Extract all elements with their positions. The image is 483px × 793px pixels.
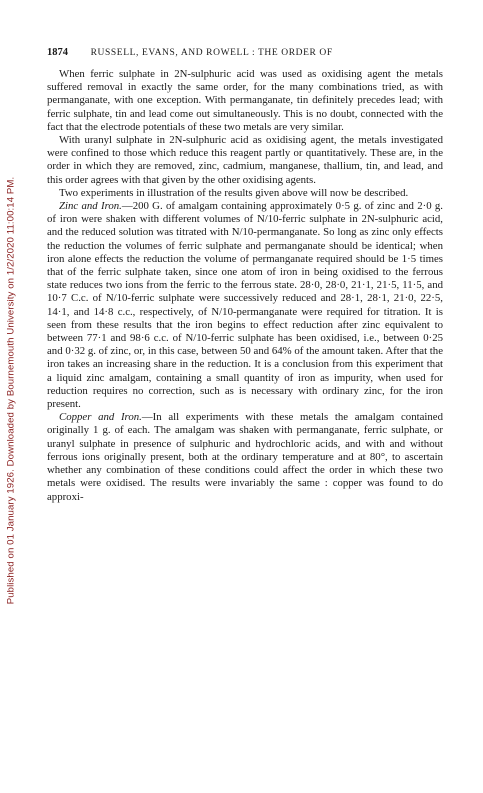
paragraph-text: When ferric sulphate in 2N-sulphuric acid was used as oxidising agent the metals suffered removal in exactly the same order, for the many combinations tried, as with permanganate, with one exception. With permanganate, tin definitely precedes lead; with ferric sulphate, tin and lead come out simultaneously. This is no doubt, connected with the fact that the electrode potentials of these two metals are very similar.: [47, 68, 443, 133]
paragraph-text: With uranyl sulphate in 2N-sulphuric acid as oxidising agent, the metals investigated were confined to those which reduce this reagent partly or quantitatively. These are, in the order in which they are removed, zinc, cadmium, manganese, thallium, tin, and lead, and this order agrees with that given by the other oxidising agents.: [47, 134, 443, 186]
section-heading-copper-and-iron: Copper and Iron.: [59, 411, 142, 424]
paragraph-text: —In all experiments with these metals the amalgam contained originally 1 g. of each. The amalgam was shaken with permanganate, ferric sulphate, or uranyl sulphate in presence of sulphuric and hydrochloric acids, and with and without ferrous ions originally present, both at the ordinary temperature and at 80°, to ascertain whether any combination of these conditions could affect the order in which these two metals were oxidised. The results were invariably the same : copper was found to do approxi-: [47, 411, 443, 503]
download-watermark: [2, 60, 20, 720]
download-notice: Published on 01 January 1926. Downloaded by Bournemouth University on 1/2/2020 11:00:14 PM.: [5, 176, 17, 604]
paragraph-copper-and-iron: [47, 411, 443, 503]
paragraph-ferric-sulphate: [47, 68, 443, 134]
page-header: [47, 46, 437, 60]
paragraph-text: —200 G. of amalgam containing approximately 0·5 g. of zinc and 2·0 g. of iron were shaken with different volumes of N/10-ferric sulphate in 2N-sulphuric acid, and the reduced solution was titrated with N/10-permanganate. So long as zinc only effects the reduction the volumes of ferric sulphate and permanganate should be identical; when iron alone effects the reduction the volume of permanganate required should be 1·5 times that of the ferric sulphate taken, since one atom of iron in being oxidised to the ferrous state reduces two ions from the ferric to the ferrous state. 28·0, 28·0, 21·1, 21·5, 11·5, and 10·7 C.c. of N/10-ferric sulphate were successively reduced and 28·1, 28·1, 21·0, 22·5, 14·1, and 14·8 c.c., respectively, of N/10-permanganate were required for titration. It is seen from these results that the iron begins to effect reduction after zinc equivalent to between 77·1 and 98·6 c.c. of N/10-ferric sulphate has been oxidised, i.e., between 0·25 and 0·32 g. of zinc, or, in this case, between 50 and 64% of the amount taken. After that the iron takes an increasing share in the reduction. It is a conclusion from this experiment that a liquid zinc amalgam, containing a small quantity of iron as impurity, when used for reduction requires no correction, such as is necessary with ordinary zinc, for the iron present.: [47, 200, 443, 411]
section-heading-zinc-and-iron: Zinc and Iron.: [59, 200, 122, 213]
page-number: 1874: [47, 47, 68, 58]
paragraph-zinc-and-iron: [47, 200, 443, 411]
article-body: [47, 68, 443, 504]
paragraph-uranyl-sulphate: [47, 134, 443, 187]
paragraph-text: Two experiments in illustration of the results given above will now be described.: [59, 186, 409, 199]
paragraph-experiments-intro: [47, 187, 443, 200]
running-title: RUSSELL, EVANS, AND ROWELL : THE ORDER OF: [90, 48, 333, 58]
